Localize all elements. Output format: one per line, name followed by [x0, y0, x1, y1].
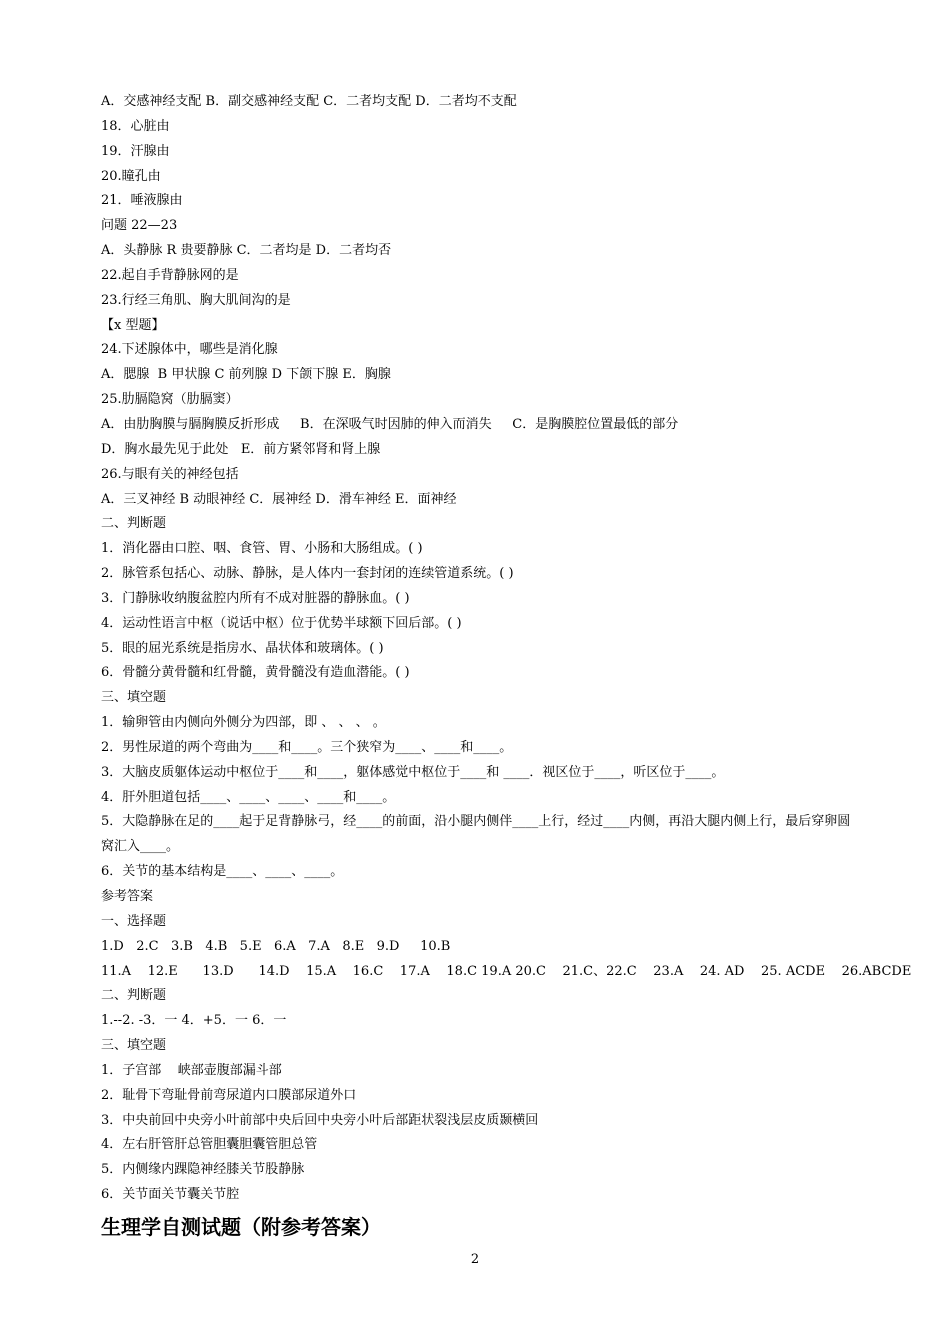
- text-line: 2．男性尿道的两个弯曲为____和____。三个狭窄为____、____和____。: [101, 739, 513, 755]
- text-line: A．腮腺 B 甲状腺 C 前列腺 D 下颌下腺 E．胸腺: [101, 367, 391, 383]
- text-line: 问题 22—23: [101, 218, 178, 234]
- text-line: 3．大脑皮质躯体运动中枢位于____和____，躯体感觉中枢位于____和 ____．视区位于____，听区位于____。: [101, 764, 725, 780]
- text-line: 24.下述腺体中，哪些是消化腺: [101, 342, 278, 358]
- text-line: 三、填空题: [101, 1038, 167, 1054]
- text-line: 1．子宫部 峡部壶腹部漏斗部: [101, 1062, 282, 1078]
- text-line: A．交感神经支配 B．副交感神经支配 C．二者均支配 D．二者均不支配: [101, 94, 517, 109]
- text-line: 5．眼的屈光系统是指房水、晶状体和玻璃体。( ): [101, 640, 384, 656]
- text-line: A．三叉神经 B 动眼神经 C．展神经 D．滑车神经 E．面神经: [101, 491, 457, 507]
- text-line: 1．输卵管由内侧向外侧分为四部，即 、 、 、 。: [101, 715, 386, 731]
- text-line: 参考答案: [101, 889, 154, 904]
- text-line: D．胸水最先见于此处 E．前方紧邻肾和肾上腺: [101, 441, 381, 457]
- text-line: A．头静脉 R 贵要静脉 C．二者均是 D．二者均否: [101, 243, 392, 259]
- text-line: 2．耻骨下弯耻骨前弯尿道内口膜部尿道外口: [101, 1087, 357, 1103]
- text-line: 25.肋膈隐窝（肋膈窦）: [101, 392, 239, 408]
- text-line: 3．门静脉收纳腹盆腔内所有不成对脏器的静脉血。( ): [101, 590, 410, 606]
- text-line: 一、选择题: [101, 913, 167, 929]
- text-line: 4．左右肝管肝总管胆囊胆囊管胆总管: [101, 1137, 318, 1153]
- document-body: [101, 90, 912, 1244]
- text-line: 1.--2. -3．一 4．+5．一 6．一: [101, 1013, 287, 1029]
- answer-lines: [101, 860, 912, 1208]
- text-line: 11.A 12.E 13.D 14.D 15.A 16.C 17.A 18.C 19.A 20.C 21.C、22.C 23.A 24. AD 25. ACDE 26.ABCDE: [101, 963, 912, 979]
- text-line: 二、判断题: [101, 988, 167, 1004]
- text-line: 4．肝外胆道包括____、____、____、____和____。: [101, 789, 396, 805]
- text-line: 6．关节面关节囊关节腔: [101, 1187, 240, 1203]
- text-line: 26.与眼有关的神经包括: [101, 466, 239, 482]
- text-line: 二、判断题: [101, 516, 167, 532]
- text-line: 21．唾液腺由: [101, 193, 183, 209]
- text-line: 22.起自手背静脉网的是: [101, 267, 239, 283]
- page-number: 2: [470, 1252, 480, 1267]
- text-line: 18．心脏由: [101, 118, 170, 134]
- text-line: 6．关节的基本结构是____、____、____。: [101, 864, 344, 880]
- text-line: 23.行经三角肌、胸大肌间沟的是: [101, 292, 291, 308]
- text-line: A．由肋胸膜与膈胸膜反折形成 B．在深吸气时因肺的伸入而消失 C．是胸膜腔位置最低的部分: [101, 416, 679, 432]
- text-line: 4．运动性语言中枢（说话中枢）位于优势半球额下回后部。( ): [101, 615, 462, 631]
- text-line: 5．内侧缘内踝隐神经膝关节股静脉: [101, 1162, 305, 1178]
- text-line: 三、填空题: [101, 690, 167, 706]
- question-lines: [101, 90, 861, 810]
- text-line: 1.D 2.C 3.B 4.B 5.E 6.A 7.A 8.E 9.D 10.B: [101, 938, 451, 954]
- section-title: 生理学自测试题（附参考答案）: [101, 1214, 381, 1239]
- text-line: 1．消化器由口腔、咽、食管、胃、小肠和大肠组成。( ): [101, 541, 423, 557]
- text-line: 2．脉管系包括心、动脉、静脉，是人体内一套封闭的连续管道系统。( ): [101, 566, 514, 582]
- text-line-wrapped: 5．大隐静脉在足的____起于足背静脉弓，经____的前面，沿小腿内侧伴____上行，经过____内侧，再沿大腿内侧上行，最后穿卵圆窝汇入____。: [101, 814, 851, 855]
- text-line: 19．汗腺由: [101, 143, 170, 159]
- text-line: 6．骨髓分黄骨髓和红骨髓，黄骨髓没有造血潜能。( ): [101, 665, 410, 681]
- text-line: 3．中央前回中央旁小叶前部中央后回中央旁小叶后部距状裂浅层皮质颞横回: [101, 1112, 539, 1128]
- text-line: 【x 型题】: [101, 317, 165, 333]
- text-line: 20.瞳孔由: [101, 168, 161, 184]
